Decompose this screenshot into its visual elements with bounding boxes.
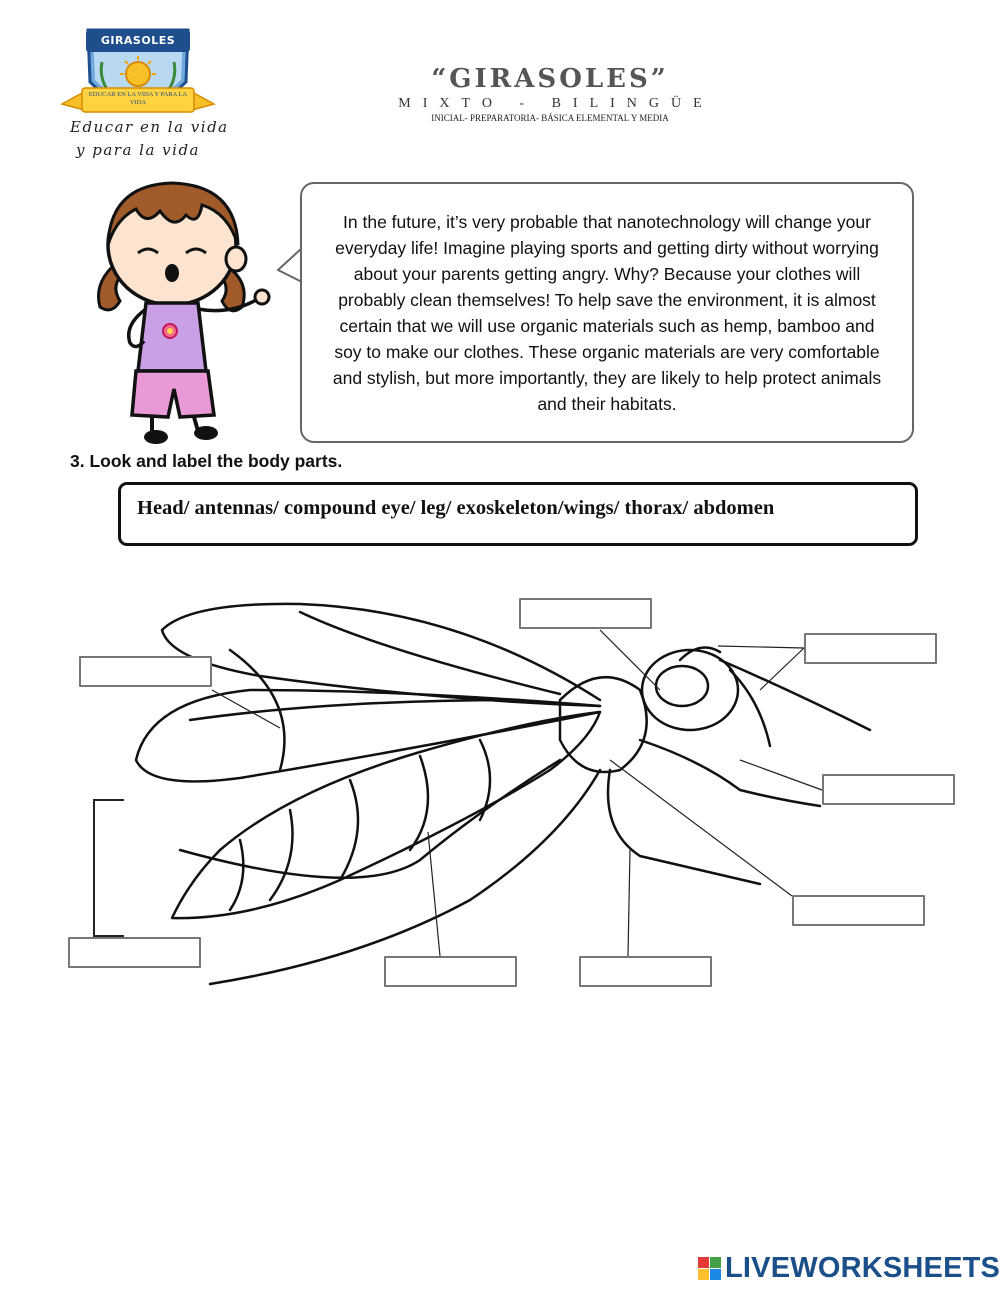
school-name: “GIRASOLES” [431, 64, 669, 94]
school-levels: INICIAL- PREPARATORIA- BÁSICA ELEMENTAL Y MEDIA [431, 113, 669, 123]
logo-banner-text: GIRASOLES [100, 34, 176, 47]
brand-text: LIVEWORKSHEETS [725, 1252, 1000, 1284]
label-box-wings[interactable] [79, 656, 212, 687]
exercise-title: 3. Look and label the body parts. [70, 451, 343, 471]
logo-ribbon-text: EDUCAR EN LA VIDA Y PARA LA VIDA [88, 91, 188, 106]
reading-text: In the future, it’s very probable that nanotechnology will change your everyday life! Imagine playing sports and getting dirty without worrying about your parents getting angry. Why? Because your clothes will probably clean themselves! To help save the environment, it is almost certain that we will use organic materials such as hemp, bamboo and soy to make our clothes. These organic materials are very comfortable and stylish, but more importantly, they are likely to help protect animals and their habitats. [332, 211, 882, 414]
motto-line-2: y para la vida [76, 141, 200, 159]
word-bank-text: Head/ antennas/ compound eye/ leg/ exoskeleton/wings/ thorax/ abdomen [137, 497, 775, 519]
motto-line-1: Educar en la vida [70, 118, 229, 136]
label-box-leg[interactable] [579, 956, 712, 987]
label-box-compound-eye[interactable] [519, 598, 652, 629]
label-box-exoskeleton[interactable] [384, 956, 517, 987]
liveworksheets-brand [698, 1252, 1000, 1284]
school-subtitle: MIXTO - BILINGÜE [398, 96, 714, 111]
brand-logo-icon [698, 1257, 721, 1280]
label-box-head[interactable] [822, 774, 955, 805]
label-box-antennas[interactable] [804, 633, 937, 664]
label-box-abdomen[interactable] [68, 937, 201, 968]
label-box-thorax[interactable] [792, 895, 925, 926]
